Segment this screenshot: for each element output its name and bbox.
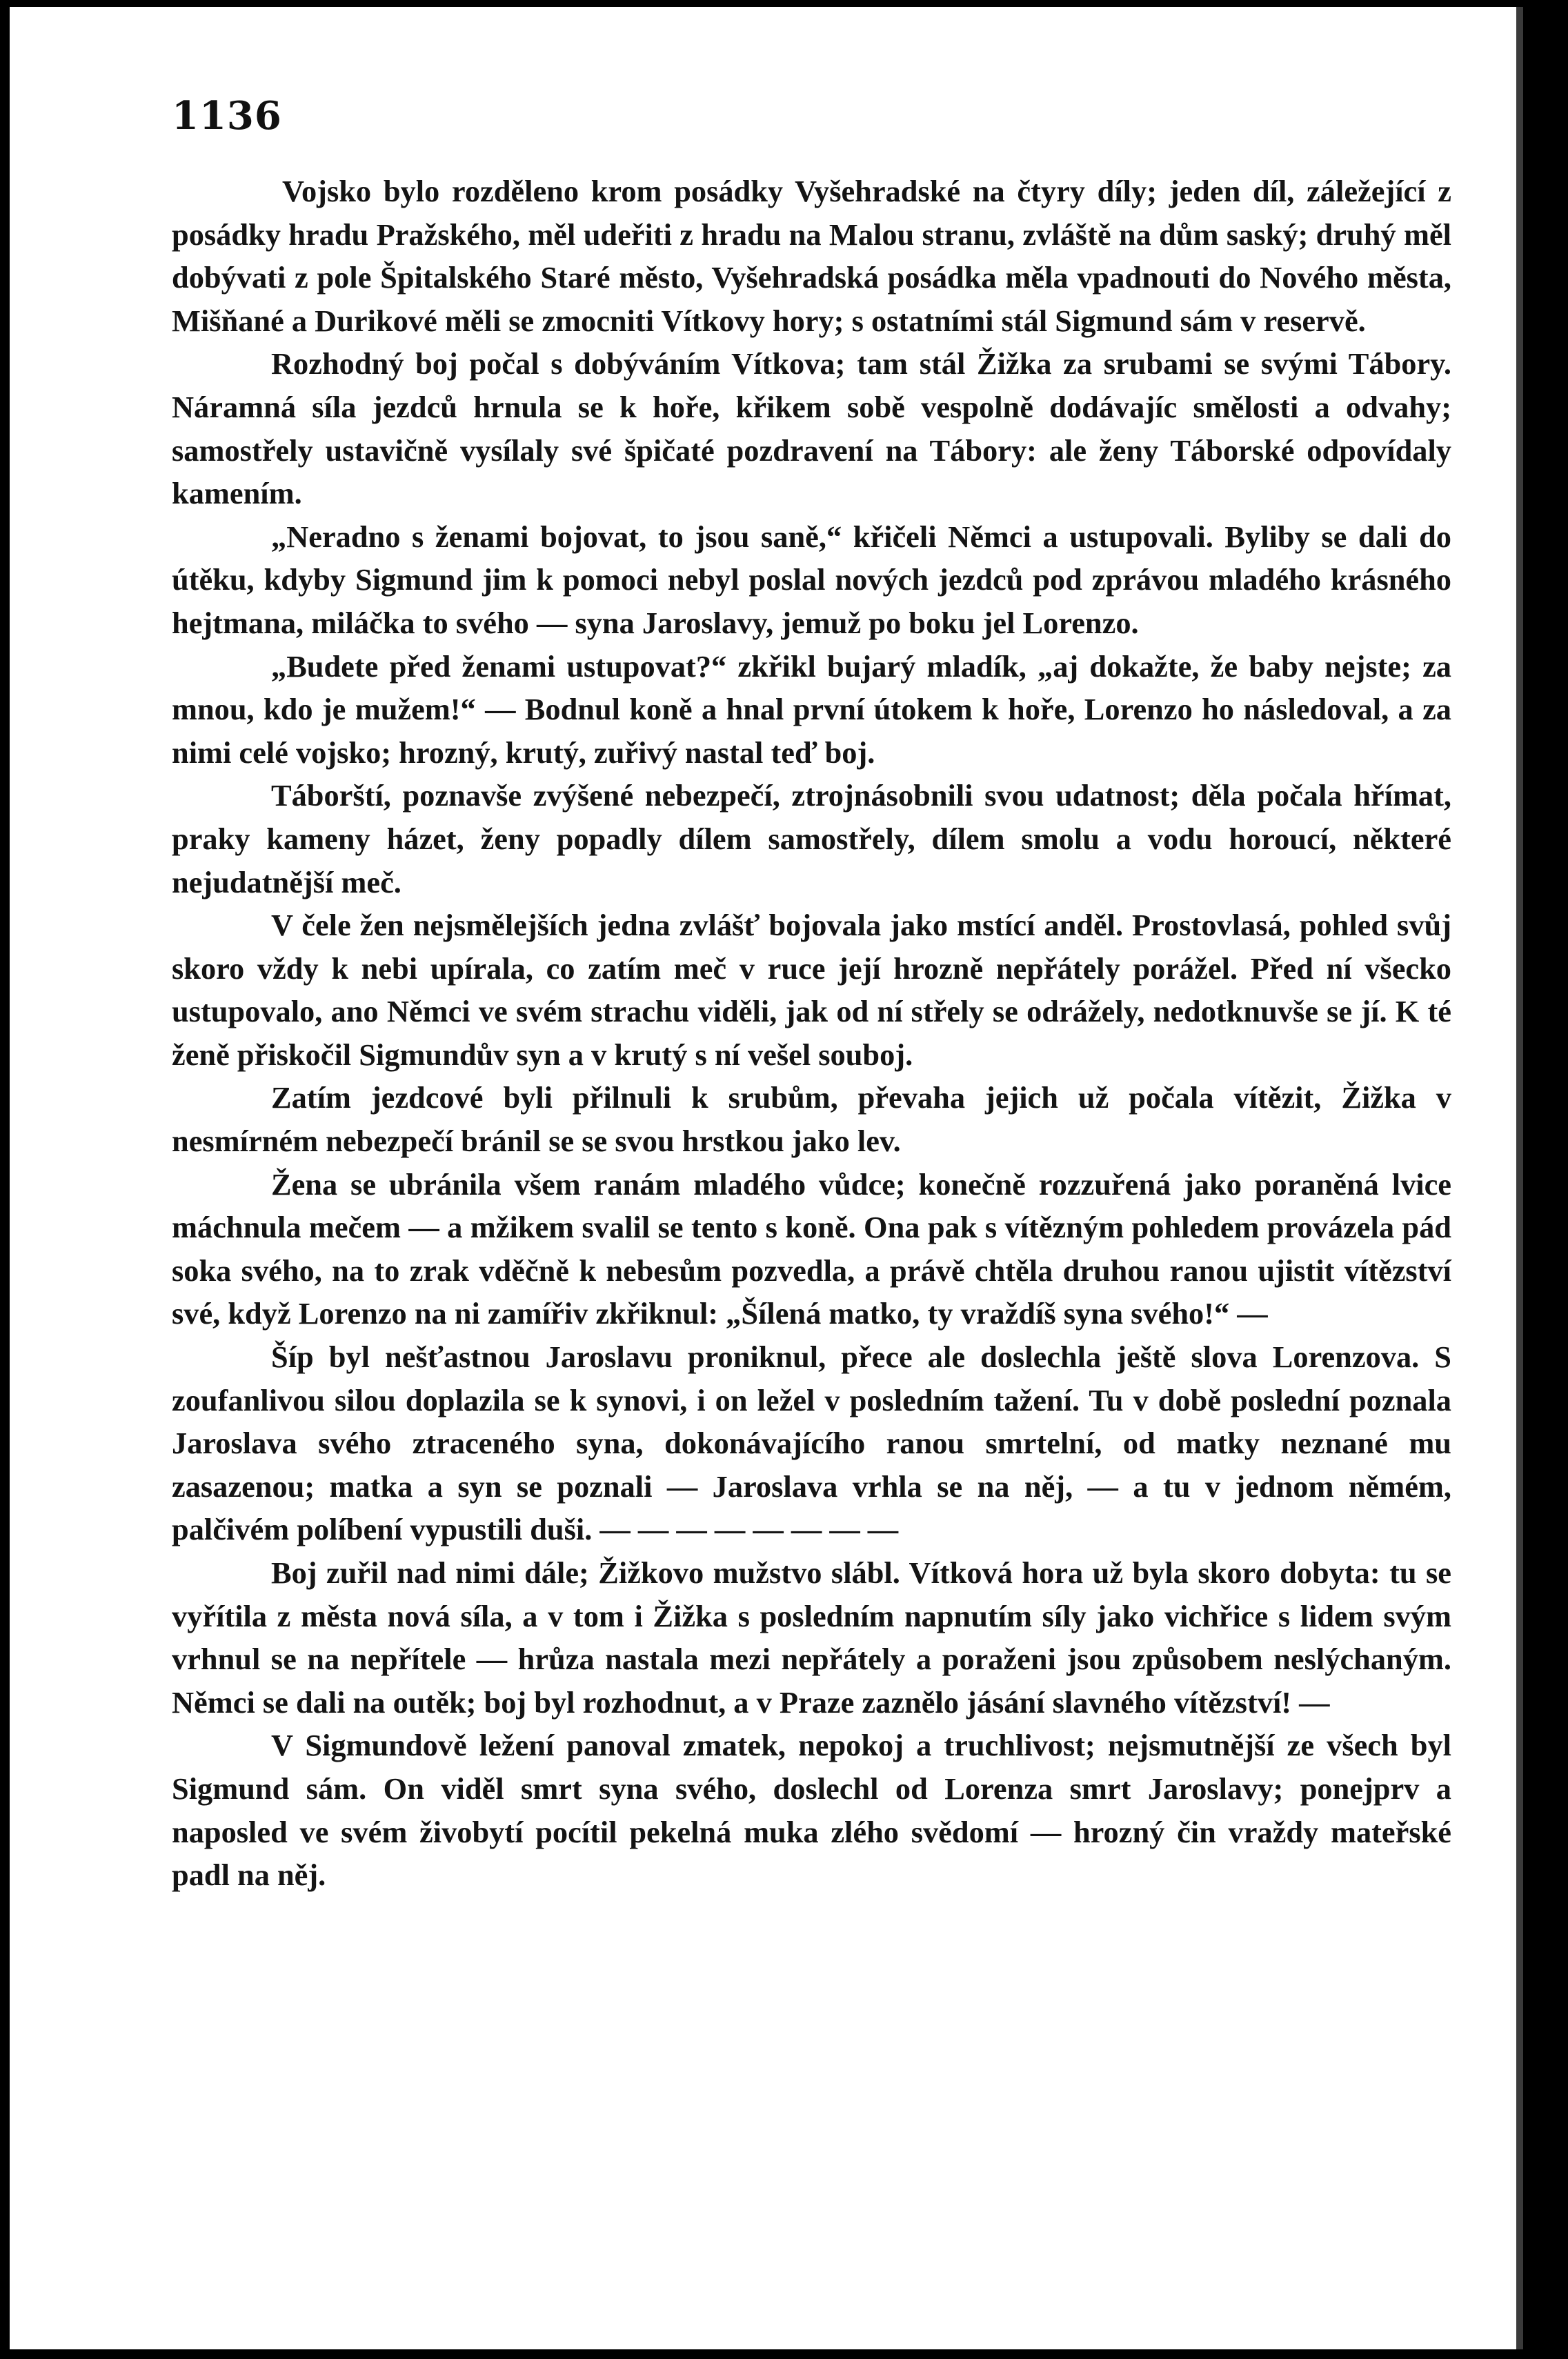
- paragraph: V čele žen nejsmělejších jedna zvlášť bojovala jako mstící anděl. Prostovlasá, pohled svůj skoro vždy k nebi upírala, co zatím meč v ruce její hrozně nepřátely porážel. Před ní všecko ustupovalo, ano Němci ve svém strachu viděli, jak od ní střely se odrážely, nedotknuvše se jí. K té ženě přiskočil Sigmundův syn a v krutý s ní vešel souboj.: [172, 908, 1451, 1072]
- body-text: [172, 170, 1451, 1897]
- paragraph: Boj zuřil nad nimi dále; Žižkovo mužstvo slábl. Vítková hora už byla skoro dobyta: tu se vyřítila z města nová síla, a v tom i Žižka s posledním napnutím síly jako vichřice s lidem svým vrhnul se na nepřítele — hrůza nastala mezi nepřátely a poraženi jsou způsobem neslýchaným. Němci se dali na outěk; boj byl rozhodnut, a v Praze zaznělo jásání slavného vítězství! —: [172, 1555, 1451, 1720]
- paragraph: Šíp byl nešťastnou Jaroslavu proniknul, přece ale doslechla ještě slova Lorenzova. S zoufanlivou silou doplazila se k synovi, i on ležel v posledním tažení. Tu v době poslední poznala Jaroslava svého ztraceného syna, dokonávajícího ranou smrtelní, od matky neznané mu zasazenou; matka a syn se poznali — Jaroslava vrhla se na něj, — a tu v jednom němém, palčivém políbení vypustili duši. — — — — — — — —: [172, 1340, 1451, 1547]
- paragraph: Vojsko bylo rozděleno krom posádky Vyšehradské na čtyry díly; jeden díl, záležející z posádky hradu Pražského, měl udeřiti z hradu na Malou stranu, zvláště na dům saský; druhý měl dobývati z pole Špitalského Staré město, Vyšehradská posádka měla vpadnouti do Nového města, Mišňané a Durikové měli se zmocniti Vítkovy hory; s ostatními stál Sigmund sám v reservě.: [172, 174, 1451, 338]
- paragraph: Žena se ubránila všem ranám mladého vůdce; konečně rozzuřená jako poraněná lvice máchnula mečem — a mžikem svalil se tento s koně. Ona pak s vítězným pohledem provázela pád soka svého, na to zrak vděčně k nebesům pozvedla, a právě chtěla druhou ranou ujistit vítězství své, když Lorenzo na ni zamířiv zkřiknul: „Šílená matko, ty vraždíš syna svého!“ —: [172, 1166, 1451, 1331]
- scan-edge-shadow: [1516, 7, 1523, 2349]
- paragraph: Táborští, poznavše zvýšené nebezpečí, ztrojnásobnili svou udatnost; děla počala hřímat, praky kameny házet, ženy popadly dílem samostřely, dílem smolu a vodu horoucí, některé nejudatnější meč.: [172, 778, 1451, 899]
- paragraph: „Budete před ženami ustupovat?“ zkřikl bujarý mladík, „aj dokažte, že baby nejste; za mnou, kdo je mužem!“ — Bodnul koně a hnal první útokem k hoře, Lorenzo ho následoval, a za nimi celé vojsko; hrozný, krutý, zuřivý nastal teď boj.: [172, 648, 1451, 770]
- paragraph: Zatím jezdcové byli přilnuli k srubům, převaha jejich už počala vítězit, Žižka v nesmírném nebezpečí bránil se se svou hrstkou jako lev.: [172, 1080, 1451, 1159]
- book-page: [10, 7, 1523, 2349]
- paragraph: V Sigmundově ležení panoval zmatek, nepokoj a truchlivost; nejsmutnější ze všech byl Sigmund sám. On viděl smrt syna svého, doslechl od Lorenza smrt Jaroslavy; ponejprv a naposled ve svém živobytí pocítil pekelná muka zlého svědomí — hrozný čin vraždy mateřské padl na něj.: [172, 1728, 1451, 1893]
- page-number: 1136: [172, 93, 282, 139]
- paragraph: Rozhodný boj počal s dobýváním Vítkova; tam stál Žižka za srubami se svými Tábory. Náramná síla jezdců hrnula se k hoře, křikem sobě vespolně dodávajíc smělosti a odvahy; samostřely ustavičně vysílaly své špičaté pozdravení na Tábory: ale ženy Táborské odpovídaly kamením.: [172, 346, 1451, 511]
- paragraph: „Neradno s ženami bojovat, to jsou saně,“ křičeli Němci a ustupovali. Byliby se dali do útěku, kdyby Sigmund jim k pomoci nebyl poslal nových jezdců pod zprávou mladého krásného hejtmana, miláčka to svého — syna Jaroslavy, jemuž po boku jel Lorenzo.: [172, 519, 1451, 640]
